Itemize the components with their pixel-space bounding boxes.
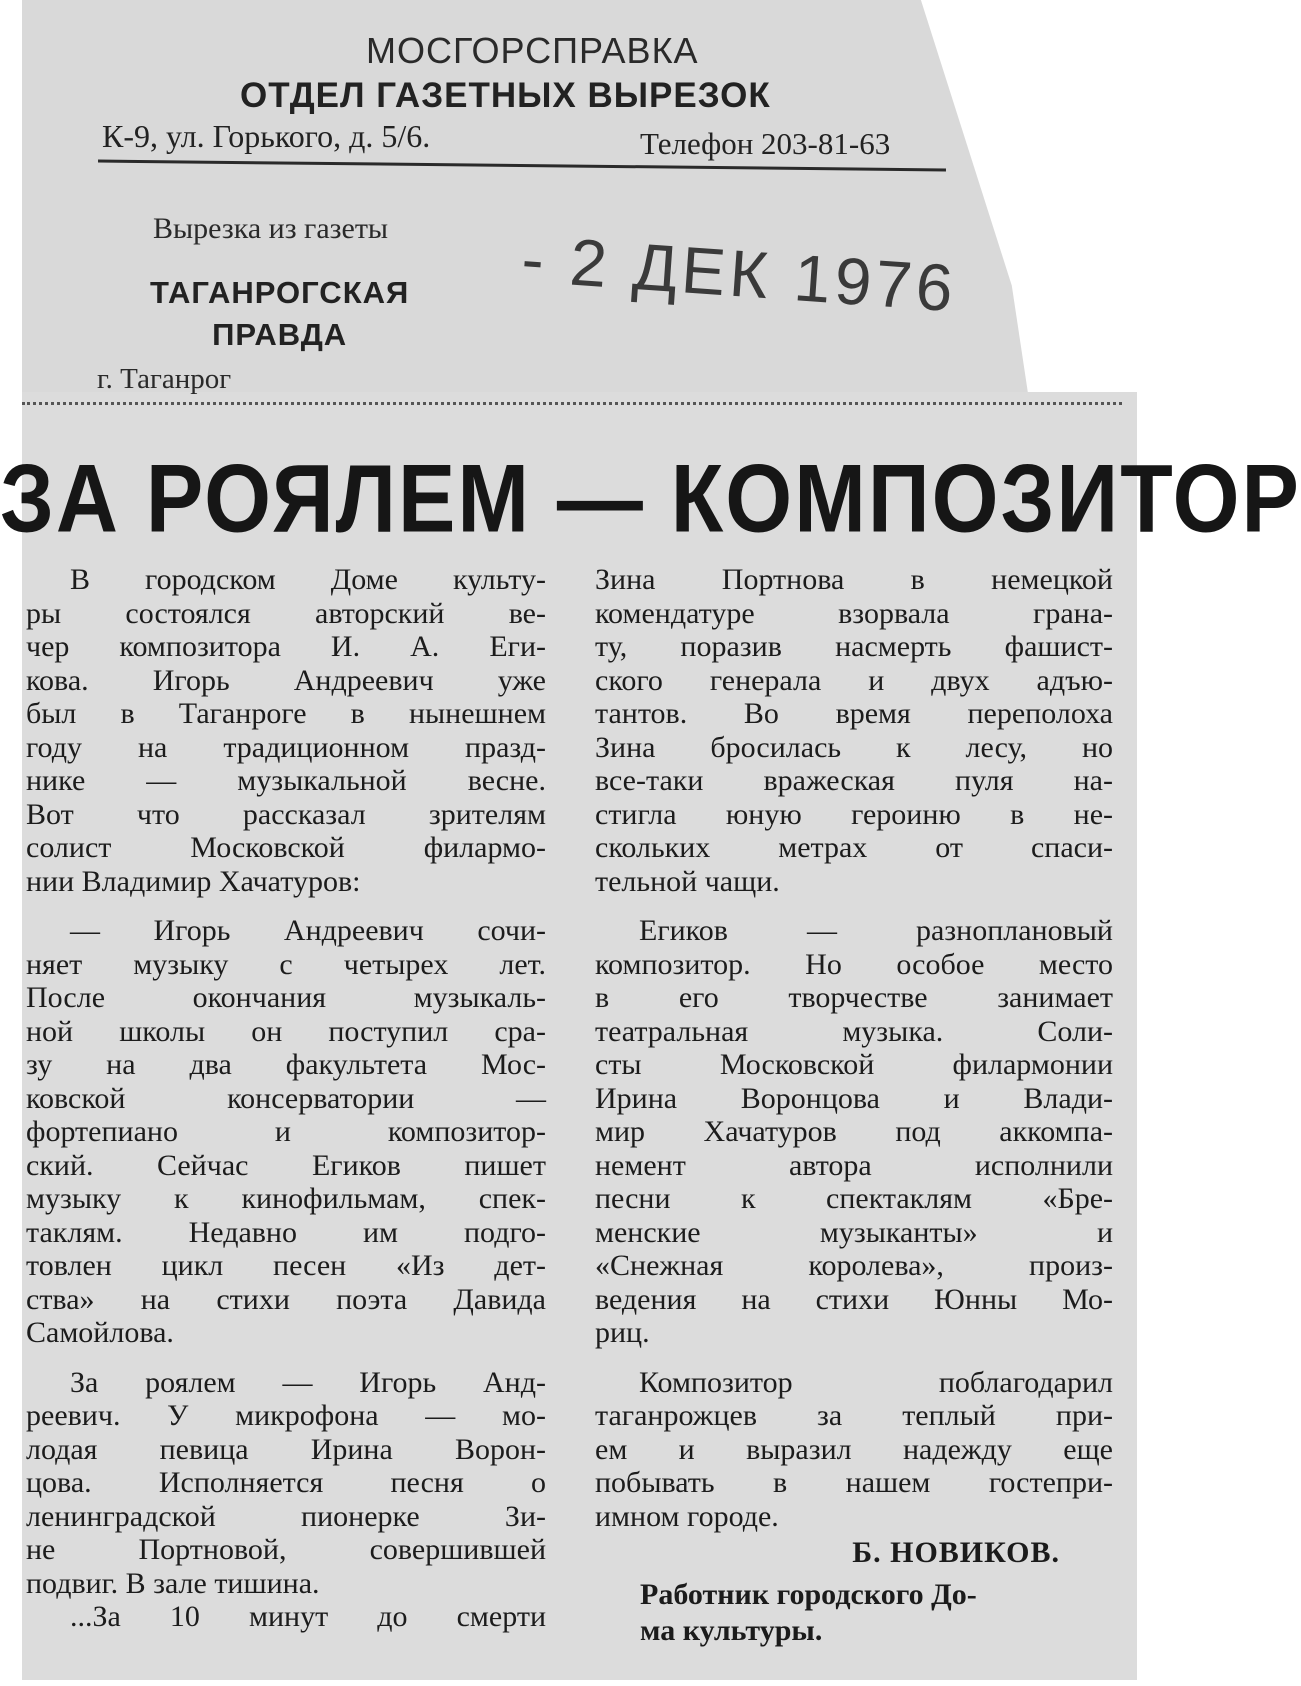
paragraph-gap xyxy=(26,1350,546,1366)
article-headline: ЗА РОЯЛЕМ — КОМПОЗИТОР xyxy=(0,445,1301,553)
paragraph-gap xyxy=(595,1350,1113,1366)
newspaper-name xyxy=(150,272,409,356)
article-line: ры состоялся авторский ве- xyxy=(26,596,546,630)
article-line: — Игорь Андреевич сочи- xyxy=(70,914,546,947)
article-line: реевич. У микрофона — мо- xyxy=(26,1399,546,1432)
article-line: Композитор поблагодарил xyxy=(639,1365,1113,1399)
article-line: ной школы он поступил сра- xyxy=(26,1014,546,1048)
article-line: чер композитора И. А. Еги- xyxy=(26,630,546,663)
article-line: ленинградской пионерке Зи- xyxy=(26,1499,546,1533)
article-line: комендатуре взорвала грана- xyxy=(595,596,1113,630)
article-line: ский. Сейчас Егиков пишет xyxy=(26,1148,546,1182)
article-line: песни к спектаклям «Бре- xyxy=(595,1182,1113,1215)
article-line: тельной чащи. xyxy=(595,864,780,898)
article-line: фортепиано и композитор- xyxy=(26,1115,546,1148)
article-line: в его творчестве занимает xyxy=(595,981,1113,1014)
article-line: таклям. Недавно им подго- xyxy=(26,1215,546,1249)
article-column-right xyxy=(595,563,1113,1533)
article-line: солист Московской филармо- xyxy=(26,831,546,864)
article-line: музыку к кинофильмам, спек- xyxy=(26,1182,546,1215)
article-line: Самойлова. xyxy=(26,1316,174,1349)
article-line: товлен цикл песен «Из дет- xyxy=(26,1249,546,1282)
article-line: ту, поразив насмерть фашист- xyxy=(595,630,1113,663)
newspaper-city: г. Таганрог xyxy=(97,363,232,395)
article-line: году на традиционном празд- xyxy=(26,730,546,764)
article-line: немент автора исполнили xyxy=(595,1148,1113,1182)
article-line: менские музыканты» и xyxy=(595,1215,1113,1249)
article-line: композитор. Но особое место xyxy=(595,947,1113,981)
article-line: зу на два факультета Мос- xyxy=(26,1048,546,1081)
author-role-line: ма культуры. xyxy=(640,1614,823,1647)
clipping-label: Вырезка из газеты xyxy=(153,212,389,245)
newspaper-name-line: ПРАВДА xyxy=(212,317,348,352)
author-role-line: Работник городского До- xyxy=(640,1578,977,1611)
article-line: стигла юную героиню в не- xyxy=(595,797,1113,831)
cut-line xyxy=(22,402,1122,405)
article-line: подвиг. В зале тишина. xyxy=(26,1566,320,1600)
paragraph-gap xyxy=(595,898,1113,914)
article-line: кова. Игорь Андреевич уже xyxy=(26,663,546,697)
article-line: нии Владимир Хачатуров: xyxy=(26,864,361,898)
article-line: ведения на стихи Юнны Мо- xyxy=(595,1282,1113,1316)
article-line: цова. Исполняется песня о xyxy=(26,1466,546,1499)
newspaper-name-line: ТАГАНРОГСКАЯ xyxy=(150,275,410,310)
article-line: Вот что рассказал зрителям xyxy=(26,797,546,831)
article-line: таганрожцев за теплый при- xyxy=(595,1399,1113,1432)
article-line: мир Хачатуров под аккомпа- xyxy=(595,1115,1113,1148)
article-line: В городском Доме культу- xyxy=(70,563,546,596)
agency-phone: Телефон 203-81-63 xyxy=(640,126,891,161)
article-line: После окончания музыкаль- xyxy=(26,981,546,1014)
article-line: нике — музыкальной весне. xyxy=(26,764,546,797)
article-line: ем и выразил надежду еще xyxy=(595,1432,1113,1466)
article-line: «Снежная королева», произ- xyxy=(595,1249,1113,1282)
article-line: риц. xyxy=(595,1316,650,1349)
paragraph-gap xyxy=(26,898,546,914)
article-line: имном городе. xyxy=(595,1499,779,1533)
article-line: побывать в нашем гостепри- xyxy=(595,1466,1113,1499)
article-signature xyxy=(640,1535,1060,1649)
article-line: Егиков — разноплановый xyxy=(639,914,1113,947)
agency-address: К-9, ул. Горького, д. 5/6. xyxy=(102,118,431,154)
article-line: Зина бросилась к лесу, но xyxy=(595,730,1113,764)
article-line: не Портновой, совершившей xyxy=(26,1533,546,1566)
article-line: няет музыку с четырех лет. xyxy=(26,947,546,981)
article-line: ства» на стихи поэта Давида xyxy=(26,1282,546,1316)
agency-name: МОСГОРСПРАВКА xyxy=(366,30,699,71)
article-line: скольких метрах от спаси- xyxy=(595,831,1113,864)
article-line: ковской консерватории — xyxy=(26,1081,546,1115)
article-line: все-таки вражеская пуля на- xyxy=(595,764,1113,797)
author-name: Б. НОВИКОВ. xyxy=(852,1536,1060,1569)
article-line: ского генерала и двух адъю- xyxy=(595,663,1113,697)
article-line: сты Московской филармонии xyxy=(595,1048,1113,1081)
article-line: тантов. Во время переполоха xyxy=(595,697,1113,730)
article-line: театральная музыка. Соли- xyxy=(595,1014,1113,1048)
article-line: Ирина Воронцова и Влади- xyxy=(595,1081,1113,1115)
department-name: ОТДЕЛ ГАЗЕТНЫХ ВЫРЕЗОК xyxy=(240,76,771,115)
article-line: лодая певица Ирина Ворон- xyxy=(26,1432,546,1466)
article-line: Зина Портнова в немецкой xyxy=(595,563,1113,596)
article-line: был в Таганроге в нынешнем xyxy=(26,697,546,730)
article-line: ...За 10 минут до смерти xyxy=(70,1600,546,1633)
article-line: За роялем — Игорь Анд- xyxy=(70,1365,546,1399)
date-stamp: - 2 ДЕК 1976 xyxy=(519,221,960,326)
author-role xyxy=(640,1577,1060,1649)
article-column-left xyxy=(26,563,546,1634)
